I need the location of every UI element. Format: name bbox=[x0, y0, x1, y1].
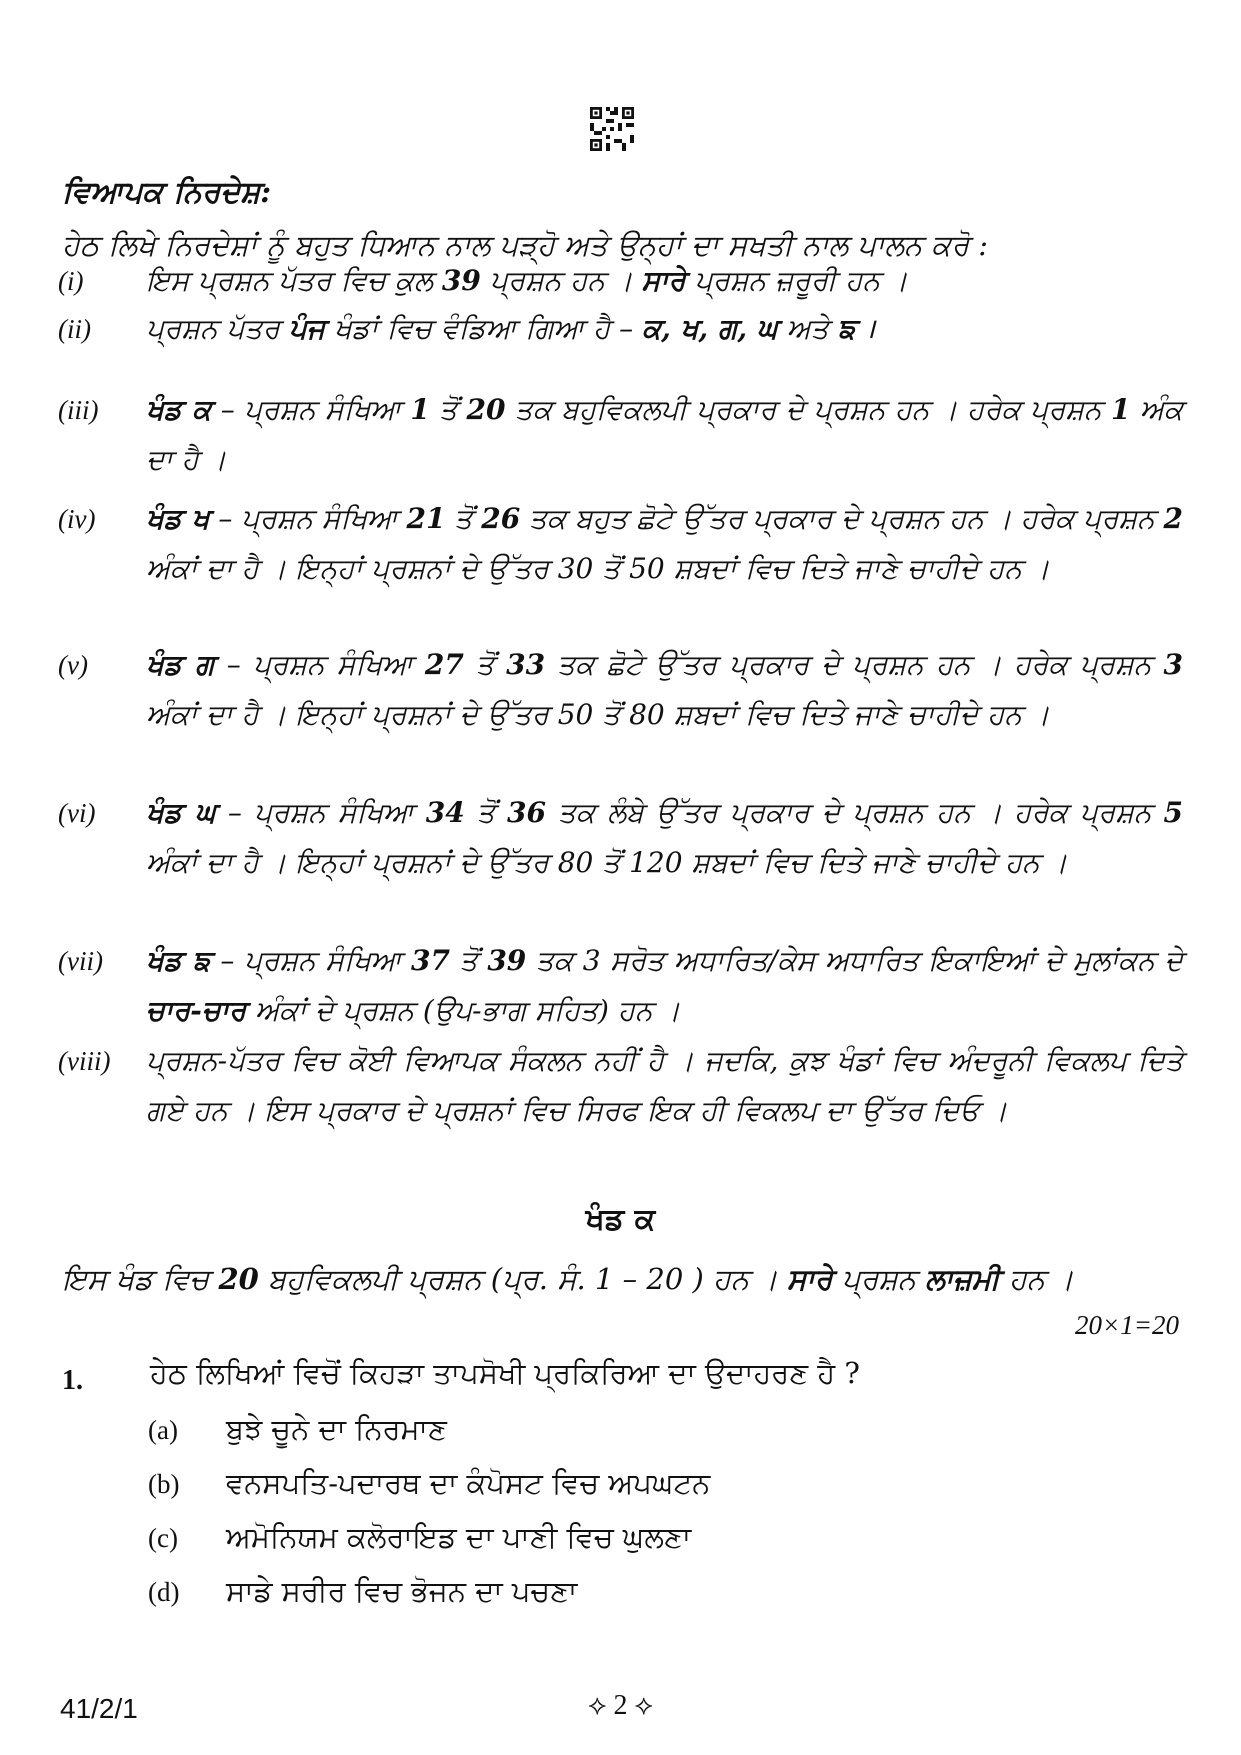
section-marks: 20×1=20 bbox=[1075, 1310, 1179, 1340]
instruction-text: ਖੰਡ ਗ – ਪ੍ਰਸ਼ਨ ਸੰਖਿਆ 27 ਤੋਂ 33 ਤਕ ਛੋਟੇ ਉੱਤਰ ਪ੍ਰਕਾਰ ਦੇ ਪ੍ਰਸ਼ਨ ਹਨ । ਹਰੇਕ ਪ੍ਰਸ਼ਨ 3 ਅੰਕਾਂ ਦਾ ਹੈ । ਇਨ੍ਹਾਂ ਪ੍ਰਸ਼ਨਾਂ ਦੇ ਉੱਤਰ 50 ਤੋਂ 80 ਸ਼ਬਦਾਂ ਵਿਚ ਦਿਤੇ ਜਾਣੇ ਚਾਹੀਦੇ ਹਨ । bbox=[146, 648, 1183, 731]
option-label: (d) bbox=[148, 1577, 180, 1607]
instruction-number: (v) bbox=[58, 650, 88, 680]
option-text: ਸਾਡੇ ਸਰੀਰ ਵਿਚ ਭੋਜਨ ਦਾ ਪਚਣਾ bbox=[226, 1574, 578, 1608]
option-item bbox=[148, 1574, 577, 1609]
instruction-number: (ii) bbox=[58, 314, 91, 344]
question-text: ਹੇਠ ਲਿਖਿਆਂ ਵਿਚੋਂ ਕਿਹੜਾ ਤਾਪਸੋਖੀ ਪ੍ਰਕਿਰਿਆ ਦਾ ਉਦਾਹਰਣ ਹੈ ? bbox=[150, 1356, 860, 1390]
option-item bbox=[148, 1520, 691, 1555]
option-item bbox=[148, 1466, 710, 1501]
instruction-number: (iii) bbox=[58, 395, 99, 425]
instruction-number: (vii) bbox=[58, 946, 103, 976]
instruction-number: (i) bbox=[58, 266, 84, 296]
option-label: (c) bbox=[148, 1523, 178, 1553]
instructions-intro: ਹੇਠ ਲਿਖੇ ਨਿਰਦੇਸ਼ਾਂ ਨੂੰ ਬਹੁਤ ਧਿਆਨ ਨਾਲ ਪੜ੍ਹੋ ਅਤੇ ਉਨ੍ਹਾਂ ਦਾ ਸਖਤੀ ਨਾਲ ਪਾਲਨ ਕਰੋ : bbox=[62, 228, 989, 262]
question-number: 1. bbox=[62, 1365, 83, 1396]
instruction-text: ਖੰਡ ਘ – ਪ੍ਰਸ਼ਨ ਸੰਖਿਆ 34 ਤੋਂ 36 ਤਕ ਲੰਬੇ ਉੱਤਰ ਪ੍ਰਕਾਰ ਦੇ ਪ੍ਰਸ਼ਨ ਹਨ । ਹਰੇਕ ਪ੍ਰਸ਼ਨ 5 ਅੰਕਾਂ ਦਾ ਹੈ । ਇਨ੍ਹਾਂ ਪ੍ਰਸ਼ਨਾਂ ਦੇ ਉੱਤਰ 80 ਤੋਂ 120 ਸ਼ਬਦਾਂ ਵਿਚ ਦਿਤੇ ਜਾਣੇ ਚਾਹੀਦੇ ਹਨ । bbox=[146, 796, 1183, 879]
qr-code-icon bbox=[590, 107, 634, 151]
instruction-number: (iv) bbox=[58, 504, 96, 534]
section-title: ਖੰਡ ਕ bbox=[585, 1202, 656, 1237]
page-number: ⟡ 2 ⟡ bbox=[587, 1690, 654, 1721]
instruction-number: (vi) bbox=[58, 798, 96, 828]
instruction-text: ਖੰਡ ਙ – ਪ੍ਰਸ਼ਨ ਸੰਖਿਆ 37 ਤੋਂ 39 ਤਕ 3 ਸਰੋਤ ਅਧਾਰਿਤ/ਕੇਸ ਅਧਾਰਿਤ ਇਕਾਇਆਂ ਦੇ ਮੁਲਾਂਕਨ ਦੇ ਚਾਰ-ਚਾਰ ਅੰਕਾਂ ਦੇ ਪ੍ਰਸ਼ਨ (ਉਪ-ਭਾਗ ਸਹਿਤ) ਹਨ । bbox=[146, 944, 1183, 1027]
option-text: ਬੁਝੇ ਚੂਨੇ ਦਾ ਨਿਰਮਾਣ bbox=[226, 1412, 447, 1446]
option-label: (b) bbox=[148, 1469, 180, 1499]
option-label: (a) bbox=[148, 1415, 178, 1445]
section-intro: ਇਸ ਖੰਡ ਵਿਚ 20 ਬਹੁਵਿਕਲਪੀ ਪ੍ਰਸ਼ਨ (ਪ੍ਰ. ਸੰ. 1 – 20 ) ਹਨ । ਸਾਰੇ ਪ੍ਰਸ਼ਨ ਲਾਜ਼ਮੀ ਹਨ । bbox=[62, 1262, 1074, 1296]
option-text: ਅਮੋਨਿਯਮ ਕਲੋਰਾਇਡ ਦਾ ਪਾਣੀ ਵਿਚ ਘੁਲਣਾ bbox=[226, 1520, 692, 1554]
instructions-heading: ਵਿਆਪਕ ਨਿਰਦੇਸ਼: bbox=[62, 175, 272, 210]
instruction-text: ਪ੍ਰਸ਼ਨ-ਪੱਤਰ ਵਿਚ ਕੋਈ ਵਿਆਪਕ ਸੰਕਲਨ ਨਹੀਂ ਹੈ । ਜਦਕਿ, ਕੁਝ ਖੰਡਾਂ ਵਿਚ ਅੰਦਰੂਨੀ ਵਿਕਲਪ ਦਿਤੇ ਗਏ ਹਨ । ਇਸ ਪ੍ਰਕਾਰ ਦੇ ਪ੍ਰਸ਼ਨਾਂ ਵਿਚ ਸਿਰਫ ਇਕ ਹੀ ਵਿਕਲਪ ਦਾ ਉੱਤਰ ਦਿਓ । bbox=[146, 1044, 1183, 1127]
instruction-text: ਖੰਡ ਖ – ਪ੍ਰਸ਼ਨ ਸੰਖਿਆ 21 ਤੋਂ 26 ਤਕ ਬਹੁਤ ਛੋਟੇ ਉੱਤਰ ਪ੍ਰਕਾਰ ਦੇ ਪ੍ਰਸ਼ਨ ਹਨ । ਹਰੇਕ ਪ੍ਰਸ਼ਨ 2 ਅੰਕਾਂ ਦਾ ਹੈ । ਇਨ੍ਹਾਂ ਪ੍ਰਸ਼ਨਾਂ ਦੇ ਉੱਤਰ 30 ਤੋਂ 50 ਸ਼ਬਦਾਂ ਵਿਚ ਦਿਤੇ ਜਾਣੇ ਚਾਹੀਦੇ ਹਨ । bbox=[146, 502, 1184, 585]
paper-code: 41/2/1 bbox=[60, 1693, 138, 1724]
instruction-text: ਪ੍ਰਸ਼ਨ ਪੱਤਰ ਪੰਜ ਖੰਡਾਂ ਵਿਚ ਵੰਡਿਆ ਗਿਆ ਹੈ – ਕ, ਖ, ਗ, ਘ ਅਤੇ ਙ । bbox=[146, 312, 876, 345]
option-text: ਵਨਸਪਤਿ-ਪਦਾਰਥ ਦਾ ਕੰਪੋਸਟ ਵਿਚ ਅਪਘਟਨ bbox=[226, 1466, 711, 1500]
instruction-text: ਇਸ ਪ੍ਰਸ਼ਨ ਪੱਤਰ ਵਿਚ ਕੁਲ 39 ਪ੍ਰਸ਼ਨ ਹਨ । ਸਾਰੇ ਪ੍ਰਸ਼ਨ ਜ਼ਰੂਰੀ ਹਨ । bbox=[146, 264, 908, 297]
option-item bbox=[148, 1412, 447, 1447]
instruction-number: (viii) bbox=[58, 1046, 111, 1076]
instruction-text: ਖੰਡ ਕ – ਪ੍ਰਸ਼ਨ ਸੰਖਿਆ 1 ਤੋਂ 20 ਤਕ ਬਹੁਵਿਕਲਪੀ ਪ੍ਰਕਾਰ ਦੇ ਪ੍ਰਸ਼ਨ ਹਨ । ਹਰੇਕ ਪ੍ਰਸ਼ਨ 1 ਅੰਕ ਦਾ ਹੈ । bbox=[146, 393, 1184, 476]
